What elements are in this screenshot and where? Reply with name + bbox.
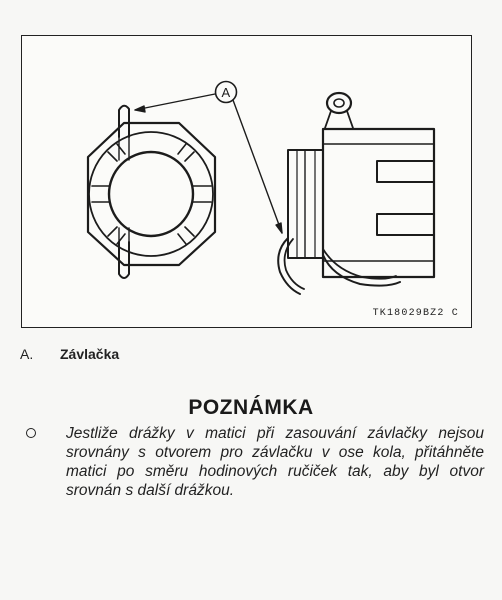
note-heading: POZNÁMKA [188,396,314,419]
side-view-assembly [278,93,434,294]
callout-a [135,82,282,234]
figure-caption [20,346,119,362]
callout-label: A [221,85,231,100]
figure [21,35,472,328]
castle-nut-front-view [88,106,215,278]
note-text: Jestliže drážky v matici při zasouvání závlačky nejsou srovnány s otvorem pro závlačku v ose kola, přitáhněte matici po směru hodinových ručiček tak, aby byl otvor srovnán s další drážkou. [66,425,484,499]
bullet-circle-icon [26,428,36,438]
figure-code: TK18029BZ2 C [372,308,459,319]
cotter-pin-illustration [22,36,473,329]
caption-letter: A. [20,346,34,362]
caption-text: Závlačka [60,346,120,362]
